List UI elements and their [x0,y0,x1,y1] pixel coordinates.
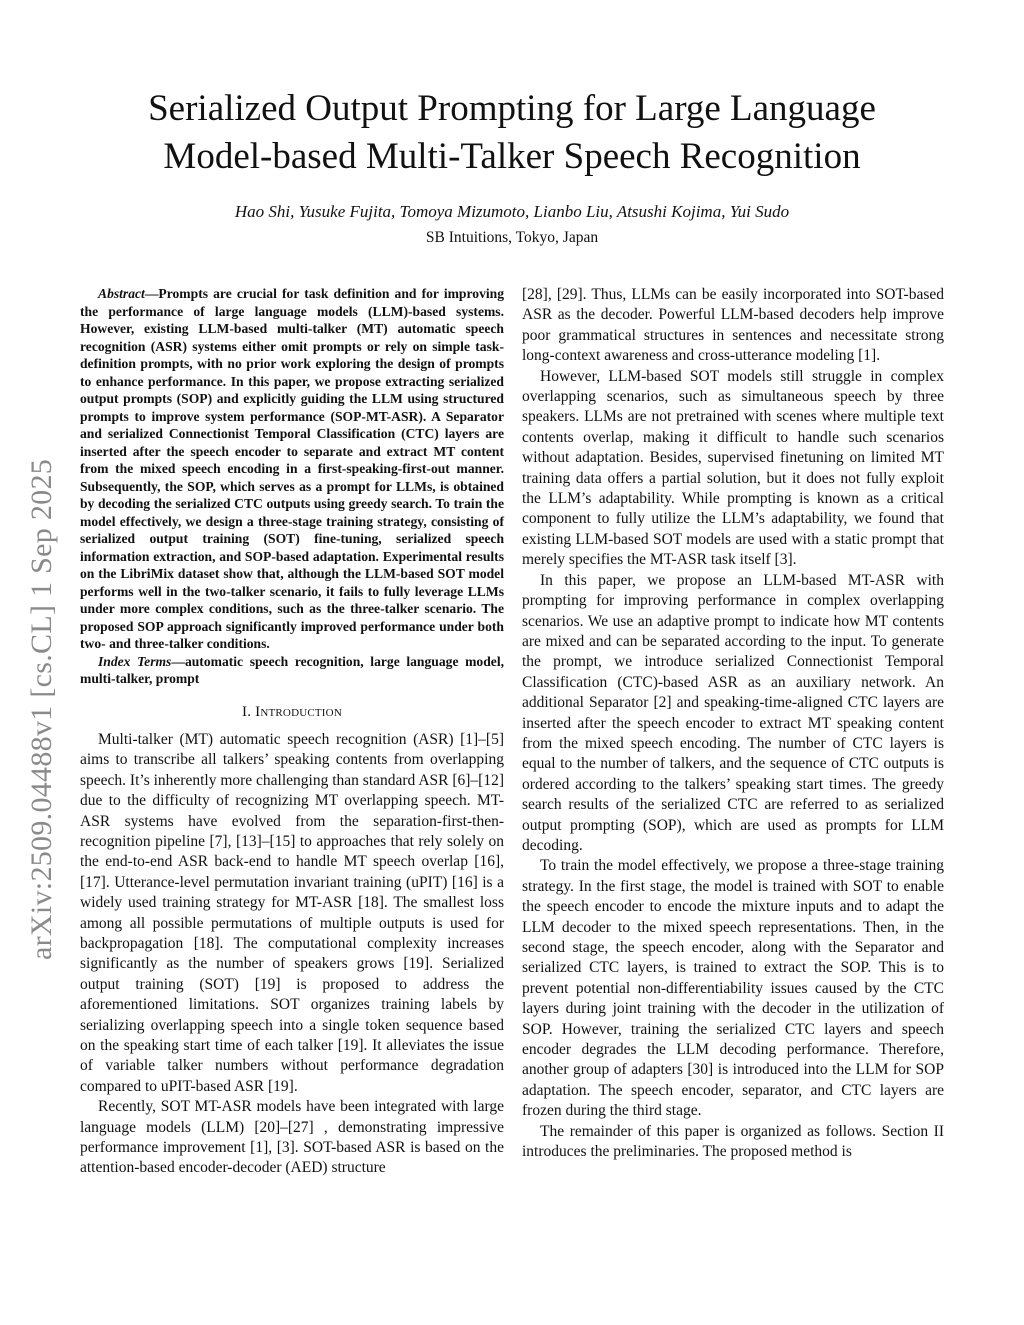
right-column [522,285,944,1162]
section-title: Introduction [255,703,342,720]
arxiv-sidebar [20,380,66,960]
left-column [80,285,504,1179]
section-heading-introduction [80,702,504,722]
title-line-2: Model-based Multi-Talker Speech Recognition [163,136,861,177]
section-number: I. [242,703,256,720]
intro-paragraph-2: Recently, SOT MT-ASR models have been integrated with large language models (LLM) [20]–[27] , demonstrating impressive performance improvement [1], [3]. SOT-based ASR is based on the attention-based encoder-decoder (AED) structure [80,1098,504,1177]
intro-paragraph-6: To train the model effectively, we propose a three-stage training strategy. In the first stage, the model is trained with SOT to enable the speech encoder to encode the mixture inputs and to adapt the LLM decoder to the mixed speech representations. Then, in the second stage, the speech encoder, along with the Separator and serialized CTC layers, is trained to extract the SOP. This is to prevent potential non-differentiability issues caused by the CTC layers during joint training with the decoder in the utilization of SOP. However, training the serialized CTC layers and speech encoder degrades the LLM decoding performance. Therefore, another group of adapters [30] is introduced into the LLM for SOP adaptation. The speech encoder, separator, and CTC layers are frozen during the third stage. [522,857,944,1120]
affiliation: SB Intuitions, Tokyo, Japan [425,229,599,246]
intro-paragraph-4: However, LLM-based SOT models still struggle in complex overlapping scenarios, such as simultaneous speech by three speakers. LLMs are not pretrained with scenes where multiple text contents overlap, making it difficult to handle such scenarios without adaptation. Besides, supervised finetuning on limited MT training data offers a partial solution, but it does not fully exploit the LLM’s adaptability. While prompting is known as a critical component to fully utilize the LLM’s adaptability, we found that existing LLM-based SOT models are used with a static prompt that merely specifies the MT-ASR task itself [3]. [522,367,944,569]
index-terms-text: —automatic speech recognition, large language model, multi-talker, prompt [80,653,504,686]
intro-paragraph-3: [28], [29]. Thus, LLMs can be easily incorporated into SOT-based ASR as the decoder. Powerful LLM-based decoders help improve poor grammatical structures in sentences and necessitate strong long-context awareness and cross-utterance modeling [1]. [522,286,944,365]
intro-paragraph-7: The remainder of this paper is organized as follows. Section II introduces the preliminaries. The proposed method is [522,1122,944,1161]
abstract [80,285,504,653]
author-list: Hao Shi, Yusuke Fujita, Tomoya Mizumoto, Lianbo Liu, Atsushi Kojima, Yui Sudo [234,202,790,221]
abstract-text: —Prompts are crucial for task definition and for improving the performance of large language models (LLM)-based systems. However, existing LLM-based multi-talker (MT) automatic speech recognition (ASR) systems either omit prompts or rely on simple task-definition prompts, with no prior work exploring the design of prompts to enhance performance. In this paper, we propose extracting serialized output prompts (SOP) and explicitly guiding the LLM using structured prompts to improve system performance (SOP-MT-ASR). A Separator and serialized Connectionist Temporal Classification (CTC) layers are inserted after the speech encoder to separate and extract MT content from the mixed speech encoding in a first-speaking-first-out manner. Subsequently, the SOP, which serves as a prompt for LLMs, is obtained by decoding the serialized CTC outputs using greedy search. To train the model effectively, we design a three-stage training strategy, consisting of serialized output training (SOT) fine-tuning, serialized speech information extraction, and SOP-based adaptation. Experimental results on the LibriMix dataset show that, although the LLM-based SOT model performs well in the two-talker scenario, it fails to fully leverage LLMs under more complex conditions, such as the three-talker scenario. The proposed SOP approach significantly improved performance under both two- and three-talker conditions. [80,286,504,651]
index-terms-label: Index Terms [98,653,172,669]
arxiv-identifier: arXiv:2509.04488v1 [cs.CL] 1 Sep 2025 [25,458,58,960]
intro-paragraph-1: Multi-talker (MT) automatic speech recognition (ASR) [1]–[5] aims to transcribe all talkers’ speaking contents from overlapping speech. It’s inherently more challenging than standard ASR [6]–[12] due to the difficulty of recognizing MT overlapping speech. MT-ASR systems have evolved from the separation-first-then-recognition pipeline [7], [13]–[15] to approaches that rely solely on the end-to-end ASR back-end to handle MT speech overlap [16], [17]. Utterance-level permutation invariant training (uPIT) [16] is a widely used training strategy for MT-ASR [18]. The smallest loss among all possible permutations of multiple outputs is used for backpropagation [18]. The computational complexity increases significantly as the number of speakers grows [19]. Serialized output training (SOT) [19] is proposed to address the aforementioned limitations. SOT organizes training labels by serializing overlapping speech into a single token sequence based on the speaking start time of each talker [19]. It alleviates the issue of variable talker numbers without performance degradation compared to uPIT-based ASR [19]. [80,730,504,1095]
intro-paragraph-5: In this paper, we propose an LLM-based MT-ASR with prompting for improving performance in complex overlapping scenarios. We use an adaptive prompt to indicate how MT contents are mixed and can be separated according to the input. To generate the prompt, we introduce serialized Connectionist Temporal Classification (CTC)-based ASR as an auxiliary network. An additional Separator [2] and speaking-time-aligned CTC layers are inserted after the speech encoder to extract MT speaking content from the mixed speech encoding. The number of CTC layers is equal to the number of talkers, and the sequence of CTC outputs is ordered according to the talkers’ speaking start times. The greedy search results of the serialized CTC are referred to as serialized output prompting (SOP), which are used as prompts for LLM decoding. [522,571,944,854]
index-terms [80,653,504,688]
paper-title [60,85,964,181]
title-line-1: Serialized Output Prompting for Large Language [148,88,876,129]
abstract-label: Abstract [98,286,145,301]
